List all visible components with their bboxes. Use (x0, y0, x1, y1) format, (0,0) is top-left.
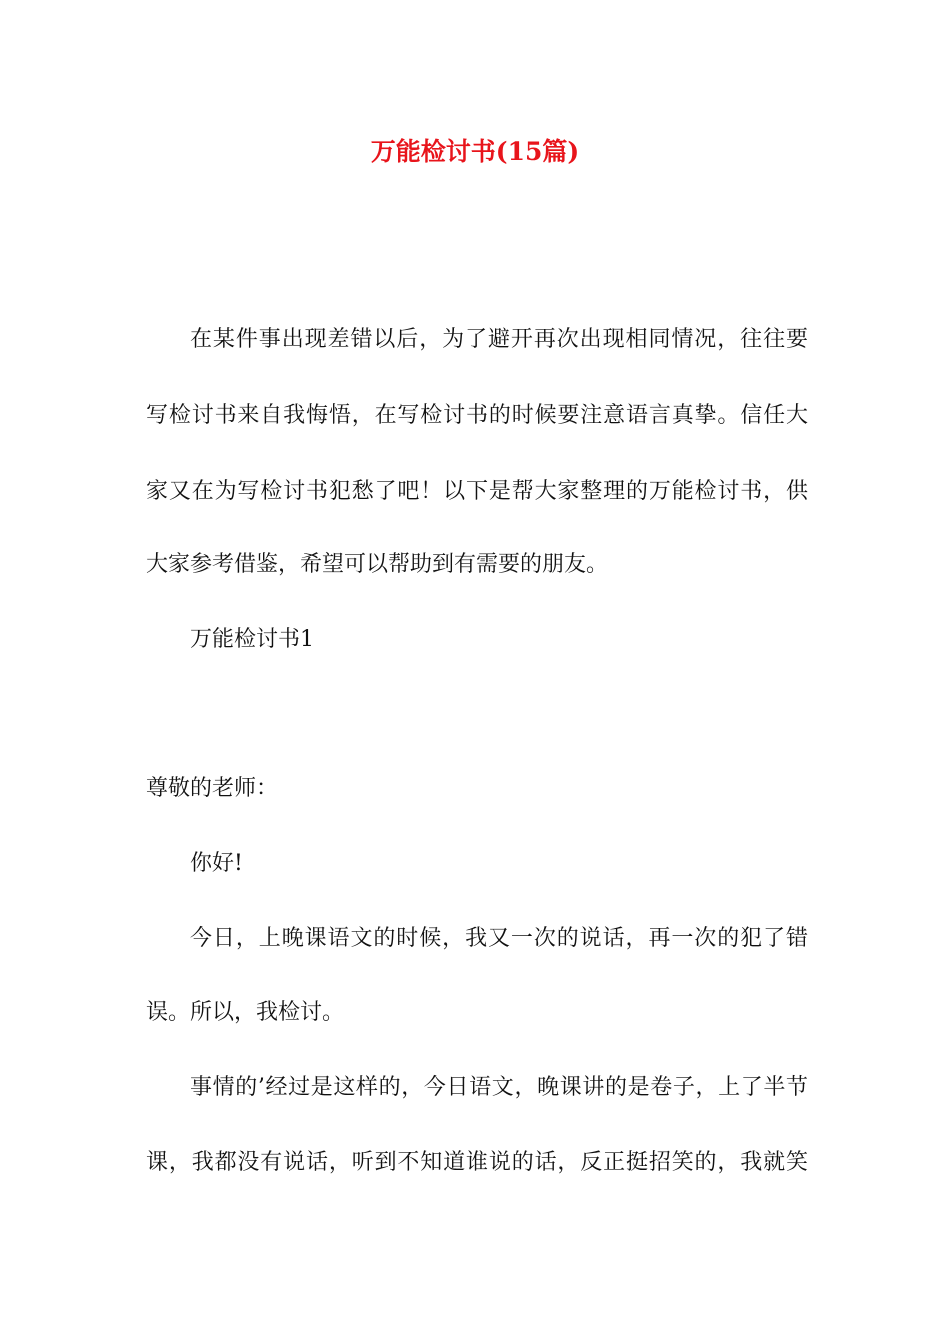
section-heading: 万能检讨书1 (190, 627, 314, 652)
paragraph1-line-1: 今日，上晚课语文的时候，我又一次的说话，再一次的犯了错 (190, 926, 808, 951)
intro-line-1: 在某件事出现差错以后，为了避开再次出现相同情况，往往要 (190, 327, 808, 352)
document-title: 万能检讨书(15篇) (370, 137, 580, 166)
intro-line-2: 写检讨书来自我悔悟，在写检讨书的时候要注意语言真挚。信任大 (146, 403, 808, 428)
intro-line-4: 大家参考借鉴，希望可以帮助到有需要的朋友。 (146, 552, 609, 577)
intro-line-3: 家又在为写检讨书犯愁了吧！以下是帮大家整理的万能检讨书，供 (146, 479, 808, 504)
paragraph1-line-2: 误。所以，我检讨。 (146, 1000, 345, 1025)
greeting: 你好! (190, 851, 243, 876)
paragraph2-line-2: 课，我都没有说话，听到不知道谁说的话，反正挺招笑的，我就笑 (146, 1150, 808, 1175)
salutation: 尊敬的老师： (146, 776, 279, 801)
paragraph2-line-1: 事情的’经过是这样的，今日语文，晚课讲的是卷子，上了半节 (190, 1075, 808, 1100)
